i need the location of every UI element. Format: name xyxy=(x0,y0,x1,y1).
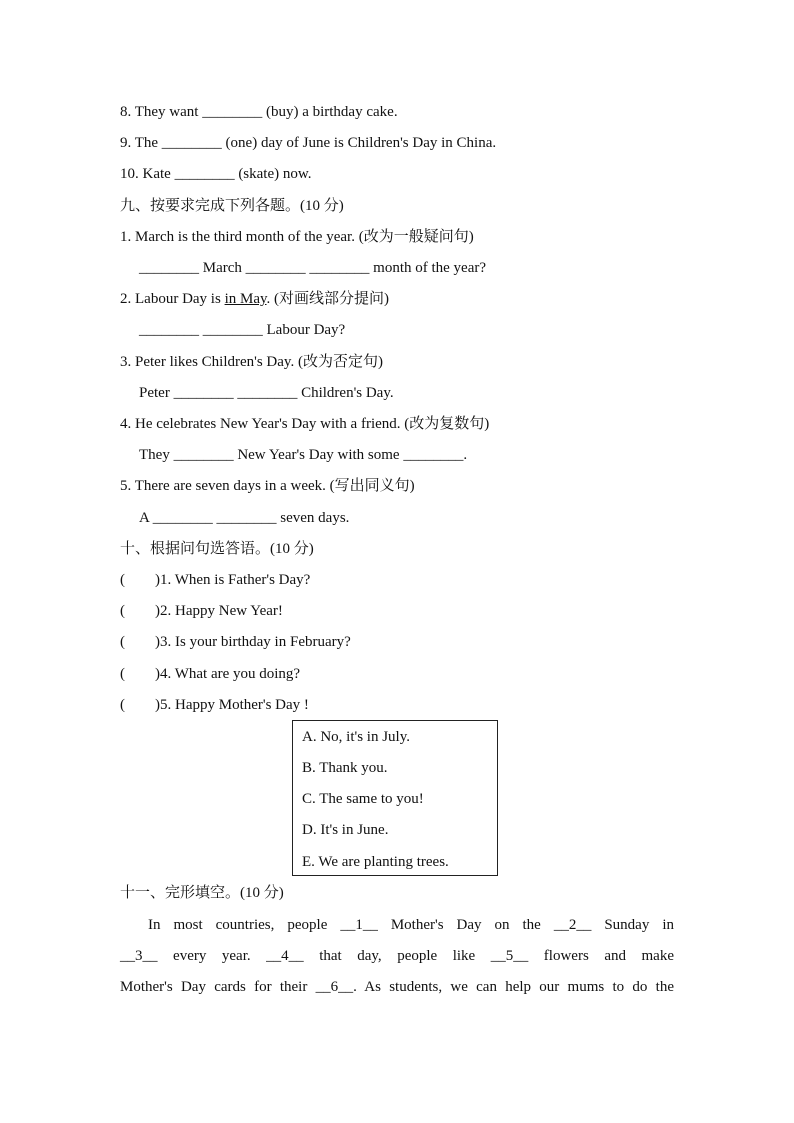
cloze-line-3: Mother's Day cards for their __6__. As students, we can help our mums to do the xyxy=(120,979,674,995)
option-b: B. Thank you. xyxy=(302,760,388,776)
s9-question-3: 3. Peter likes Children's Day. (改为否定句) xyxy=(120,354,383,370)
line-q8: 8. They want ________ (buy) a birthday cake. xyxy=(120,104,398,120)
s9-answer-1: ________ March ________ ________ month of the year? xyxy=(139,260,487,276)
s10-item-3: ( )3. Is your birthday in February? xyxy=(120,634,351,650)
cloze-line-2: __3__ every year. __4__ that day, people like __5__ flowers and make xyxy=(120,948,674,964)
s10-item-2: ( )2. Happy New Year! xyxy=(120,603,283,619)
section-11-heading: 十一、完形填空。(10 分) xyxy=(120,885,284,901)
option-d: D. It's in June. xyxy=(302,822,389,838)
s10-item-4: ( )4. What are you doing? xyxy=(120,666,301,682)
option-c: C. The same to you! xyxy=(302,791,424,807)
s9-question-4: 4. He celebrates New Year's Day with a friend. (改为复数句) xyxy=(120,416,490,432)
option-e: E. We are planting trees. xyxy=(302,854,449,870)
q2-underlined: in May xyxy=(224,291,267,307)
s9-answer-4: They ________ New Year's Day with some ________. xyxy=(139,447,468,463)
section-10-heading: 十、根据问句选答语。(10 分) xyxy=(120,541,314,557)
option-a: A. No, it's in July. xyxy=(302,729,410,745)
s9-answer-5: A ________ ________ seven days. xyxy=(139,510,350,526)
q2-prefix: 2. Labour Day is xyxy=(120,291,225,307)
answer-options-box xyxy=(292,720,498,876)
line-q10: 10. Kate ________ (skate) now. xyxy=(120,166,312,182)
line-q9: 9. The ________ (one) day of June is Children's Day in China. xyxy=(120,135,497,151)
s9-question-2 xyxy=(120,289,389,309)
s9-answer-2: ________ ________ Labour Day? xyxy=(139,322,346,338)
s9-question-5: 5. There are seven days in a week. (写出同义句) xyxy=(120,478,415,494)
section-9-heading: 九、按要求完成下列各题。(10 分) xyxy=(120,198,344,214)
cloze-line-1: In most countries, people __1__ Mother's Day on the __2__ Sunday in xyxy=(148,917,674,933)
q2-suffix: . (对画线部分提问) xyxy=(266,291,390,307)
s9-question-1: 1. March is the third month of the year. (改为一般疑问句) xyxy=(120,229,474,245)
s9-answer-3: Peter ________ ________ Children's Day. xyxy=(139,385,394,401)
s10-item-5: ( )5. Happy Mother's Day ! xyxy=(120,697,309,713)
s10-item-1: ( )1. When is Father's Day? xyxy=(120,572,311,588)
